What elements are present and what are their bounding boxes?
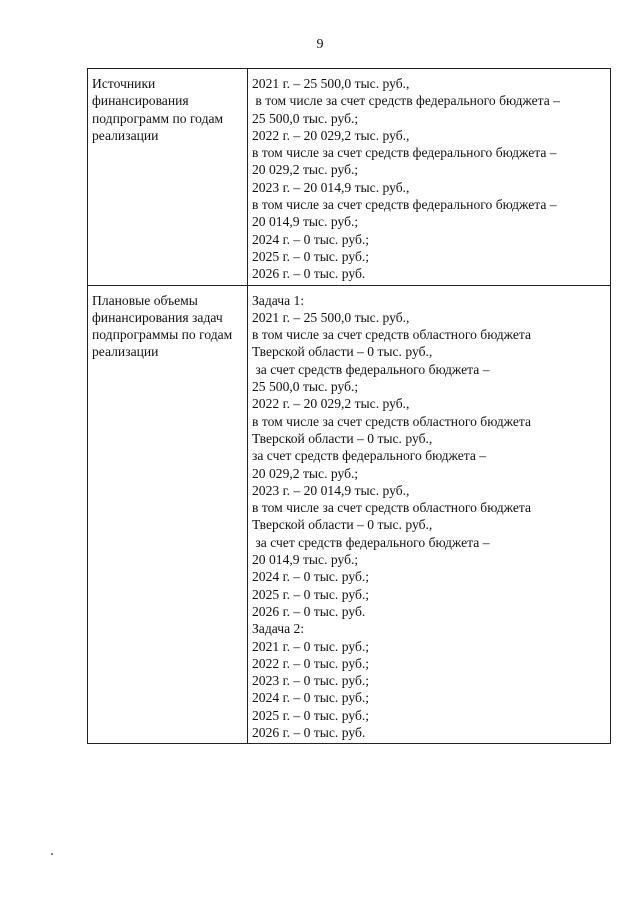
- value-line: 25 500,0 тыс. руб.;: [252, 110, 359, 126]
- value-line: за счет средств федерального бюджета –: [252, 361, 490, 377]
- value-line: за счет средств федерального бюджета –: [252, 448, 487, 464]
- row-value-cell: [248, 285, 611, 744]
- value-line: 2026 г. – 0 тыс. руб.: [252, 724, 366, 740]
- value-line: 25 500,0 тыс. руб.;: [252, 379, 359, 395]
- value-line: 2023 г. – 0 тыс. руб.;: [252, 673, 370, 689]
- value-line: 20 029,2 тыс. руб.;: [252, 162, 359, 178]
- value-line: 2022 г. – 0 тыс. руб.;: [252, 655, 370, 671]
- row-label-cell: [88, 69, 248, 286]
- value-line: Тверской области – 0 тыс. руб.,: [252, 344, 433, 360]
- financing-table: [87, 68, 611, 744]
- page-number: 9: [316, 37, 324, 52]
- value-line: 2026 г. – 0 тыс. руб.: [252, 603, 366, 619]
- value-line: Задача 1:: [252, 292, 305, 308]
- value-line: Тверской области – 0 тыс. руб.,: [252, 430, 433, 446]
- value-line: в том числе за счет средств федерального бюджета –: [252, 93, 560, 109]
- value-line: 2021 г. – 0 тыс. руб.;: [252, 638, 370, 654]
- row-value-cell: [248, 69, 611, 286]
- value-line: за счет средств федерального бюджета –: [252, 534, 490, 550]
- value-line: 2024 г. – 0 тыс. руб.;: [252, 569, 370, 585]
- value-line: 2021 г. – 25 500,0 тыс. руб.,: [252, 76, 410, 91]
- value-line: 2025 г. – 0 тыс. руб.;: [252, 707, 370, 723]
- value-line: 2025 г. – 0 тыс. руб.;: [252, 586, 370, 602]
- value-line: 2025 г. – 0 тыс. руб.;: [252, 248, 370, 264]
- row-label: Источники финансирования подпрограмм по годам реализации: [92, 76, 224, 143]
- table-row: [88, 69, 611, 286]
- value-line: 2026 г. – 0 тыс. руб.: [252, 266, 366, 282]
- value-line: в том числе за счет средств областного бюджета: [252, 413, 531, 429]
- value-line: 2022 г. – 20 029,2 тыс. руб.,: [252, 396, 410, 412]
- value-line: 20 029,2 тыс. руб.;: [252, 465, 359, 481]
- financing-table-body: [88, 69, 611, 744]
- value-line: 2024 г. – 0 тыс. руб.;: [252, 690, 370, 706]
- value-line: в том числе за счет средств федерального бюджета –: [252, 197, 557, 213]
- value-line: Тверской области – 0 тыс. руб.,: [252, 517, 433, 533]
- table-row: [88, 285, 611, 744]
- value-line: 2023 г. – 20 014,9 тыс. руб.,: [252, 179, 410, 195]
- value-line: 2024 г. – 0 тыс. руб.;: [252, 231, 370, 247]
- value-line: в том числе за счет средств областного бюджета: [252, 500, 531, 516]
- scan-speck: [51, 853, 53, 855]
- value-line: в том числе за счет средств областного бюджета: [252, 327, 531, 343]
- value-line: 2023 г. – 20 014,9 тыс. руб.,: [252, 482, 410, 498]
- row-label: Плановые объемы финансирования задач подпрограммы по годам реализации: [92, 292, 233, 360]
- value-line: Задача 2:: [252, 621, 305, 637]
- value-line: 2021 г. – 25 500,0 тыс. руб.,: [252, 309, 410, 325]
- value-line: 2022 г. – 20 029,2 тыс. руб.,: [252, 127, 410, 143]
- value-line: 20 014,9 тыс. руб.;: [252, 214, 359, 230]
- value-line: в том числе за счет средств федерального бюджета –: [252, 145, 557, 161]
- value-line: 20 014,9 тыс. руб.;: [252, 552, 359, 568]
- row-label-cell: [88, 285, 248, 744]
